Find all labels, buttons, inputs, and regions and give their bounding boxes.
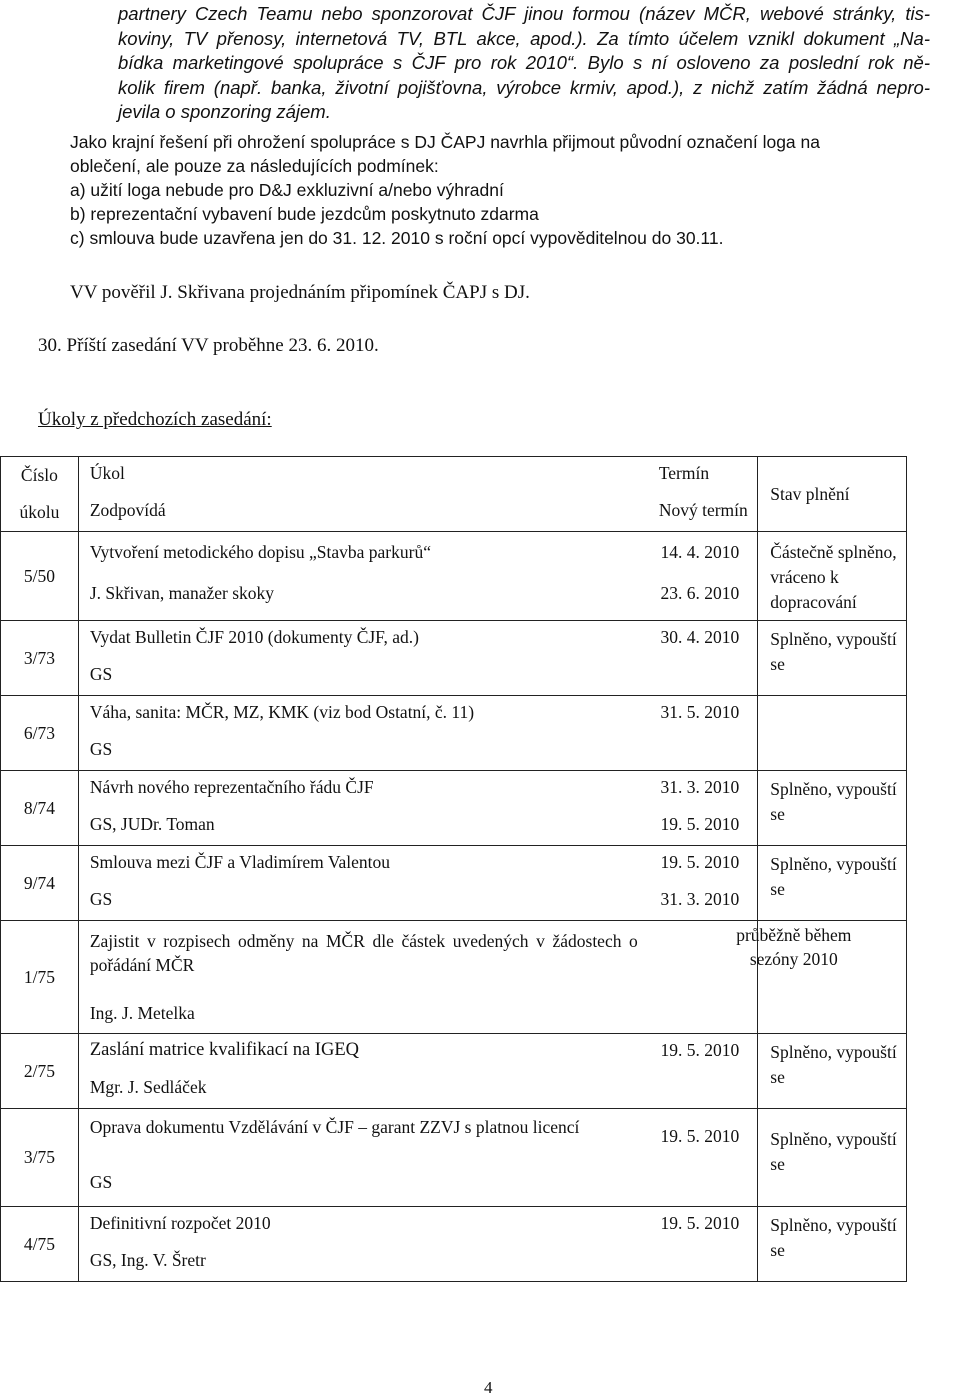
table-row (1, 1109, 907, 1207)
header-responsible-label: Zodpovídá (89, 500, 166, 520)
task-number: 4/75 (1, 1207, 79, 1282)
task-number: 5/50 (1, 532, 79, 621)
table-row (1, 532, 907, 621)
task-status: Splněno, vypouští se (758, 846, 907, 921)
task-term: 19. 5. 2010 (660, 852, 740, 872)
task-text: Smlouva mezi ČJF a Vladimírem Valentou (89, 852, 391, 872)
task-new-term: 31. 3. 2010 (660, 889, 740, 909)
condition-a: a) užití loga nebude pro D&J exkluzivní a/nebo výhradní (70, 180, 504, 200)
task-responsible: GS (89, 1172, 113, 1192)
text-line: jevila o sponzoring zájem. (118, 101, 331, 122)
task-cell (78, 621, 757, 696)
text-line: kolik firem (např. banka, životní pojišťovna, výrobce krmiv, apod.), z nichž zatím žádná nepro- (118, 76, 930, 98)
task-responsible: Ing. J. Metelka (89, 1003, 195, 1023)
task-number: 6/73 (1, 696, 79, 771)
condition-b: b) reprezentační vybavení bude jezdcům poskytnuto zdarma (70, 204, 539, 224)
condition-c: c) smlouva bude uzavřena jen do 31. 12. 2010 s roční opcí vypověditelnou do 30.11. (70, 228, 724, 248)
task-status: Splněno, vypouští se (758, 771, 907, 846)
task-number: 2/75 (1, 1034, 79, 1109)
text-line: Jako krajní řešení při ohrožení spolupráce s DJ ČAPJ navrhla přijmout původní označení loga na (70, 132, 820, 152)
task-text: Vytvoření metodického dopisu „Stavba parkurů“ (89, 542, 431, 562)
task-cell (78, 696, 757, 771)
task-text: Oprava dokumentu Vzdělávání v ČJF – garant ZZVJ s platnou licencí (89, 1117, 580, 1137)
task-number: 8/74 (1, 771, 79, 846)
table-row (1, 921, 907, 1034)
header-number-line1: Číslo (20, 465, 58, 485)
task-text: Vydat Bulletin ČJF 2010 (dokumenty ČJF, ad.) (89, 627, 419, 647)
task-status (758, 696, 907, 771)
text-line: partnery Czech Teamu nebo sponzorovat ČJF jinou formou (název MČR, webové stránky, tis- (118, 3, 930, 24)
task-number: 1/75 (1, 921, 79, 1034)
task-text: Zaslání matrice kvalifikací na IGEQ (89, 1040, 359, 1060)
page-number: 4 (484, 1378, 493, 1397)
header-term-label: Termín (658, 463, 710, 483)
text-line: bídka marketingové spolupráce s ČJF pro rok 2010“. Bylo s ní osloveno za poslední rok ně- (118, 52, 930, 73)
task-term: 31. 3. 2010 (660, 777, 740, 797)
task-term: 14. 4. 2010 (660, 542, 740, 562)
task-cell (78, 771, 757, 846)
task-cell (78, 532, 757, 621)
task-term: průběžně během sezóny 2010 (736, 925, 852, 969)
task-text: Váha, sanita: MČR, MZ, KMK (viz bod Ostatní, č. 11) (89, 702, 475, 722)
task-text: Zajistit v rozpisech odměny na MČR dle částek uvedených v žádostech o pořádání MČR (89, 931, 638, 975)
next-meeting: 30. Příští zasedání VV proběhne 23. 6. 2010. (38, 335, 379, 356)
task-cell (78, 846, 757, 921)
task-text: Návrh nového reprezentačního řádu ČJF (89, 777, 374, 797)
task-term: 30. 4. 2010 (660, 627, 740, 647)
task-cell (78, 1207, 757, 1282)
proposal-paragraph (70, 130, 940, 250)
table-row (1, 696, 907, 771)
task-new-term: 19. 5. 2010 (660, 814, 740, 834)
task-cell (78, 1034, 757, 1109)
table-row (1, 1207, 907, 1282)
task-responsible: GS, Ing. V. Šretr (89, 1250, 206, 1270)
task-number: 9/74 (1, 846, 79, 921)
table-header-row (1, 457, 907, 532)
header-task-label: Úkol (89, 463, 125, 483)
task-cell (78, 921, 852, 1034)
tasks-table (0, 456, 907, 1282)
text-line: koviny, TV přenosy, internetová TV, BTL akce, apod.). Za tímto účelem vznikl dokument „Na- (118, 27, 930, 49)
task-responsible: GS (89, 739, 113, 759)
header-new-term-label: Nový termín (658, 500, 748, 520)
task-status: Splněno, vypouští se (758, 621, 907, 696)
task-term: 19. 5. 2010 (660, 1040, 740, 1060)
task-text: Definitivní rozpočet 2010 (89, 1213, 271, 1233)
task-cell (78, 1109, 757, 1207)
task-term: 31. 5. 2010 (660, 702, 740, 722)
task-responsible: J. Skřivan, manažer skoky (89, 583, 275, 603)
task-number: 3/75 (1, 1109, 79, 1207)
table-row (1, 846, 907, 921)
task-responsible: GS (89, 664, 113, 684)
task-number: 3/73 (1, 621, 79, 696)
task-term: 19. 5. 2010 (660, 1126, 740, 1146)
sponsorship-paragraph (118, 2, 930, 125)
header-task (78, 457, 757, 532)
task-responsible: Mgr. J. Sedláček (89, 1077, 207, 1097)
tasks-heading: Úkoly z předchozích zasedání: (38, 409, 272, 430)
text-line: oblečení, ale pouze za následujících podmínek: (70, 156, 439, 176)
table-row (1, 621, 907, 696)
task-status: Splněno, vypouští se (758, 1109, 907, 1207)
header-number (1, 457, 79, 532)
task-status: Splněno, vypouští se (758, 1034, 907, 1109)
task-responsible: GS (89, 889, 113, 909)
task-status: Splněno, vypouští se (758, 1207, 907, 1282)
header-number-line2: úkolu (19, 502, 60, 522)
table-row (1, 1034, 907, 1109)
task-term: 19. 5. 2010 (660, 1213, 740, 1233)
vv-assignment: VV pověřil J. Skřivana projednáním připomínek ČAPJ s DJ. (70, 282, 530, 303)
task-new-term: 23. 6. 2010 (660, 583, 740, 603)
table-row (1, 771, 907, 846)
header-status: Stav plnění (758, 457, 907, 532)
task-responsible: GS, JUDr. Toman (89, 814, 215, 834)
task-status: Částečně splněno, vráceno k dopracování (758, 532, 907, 621)
